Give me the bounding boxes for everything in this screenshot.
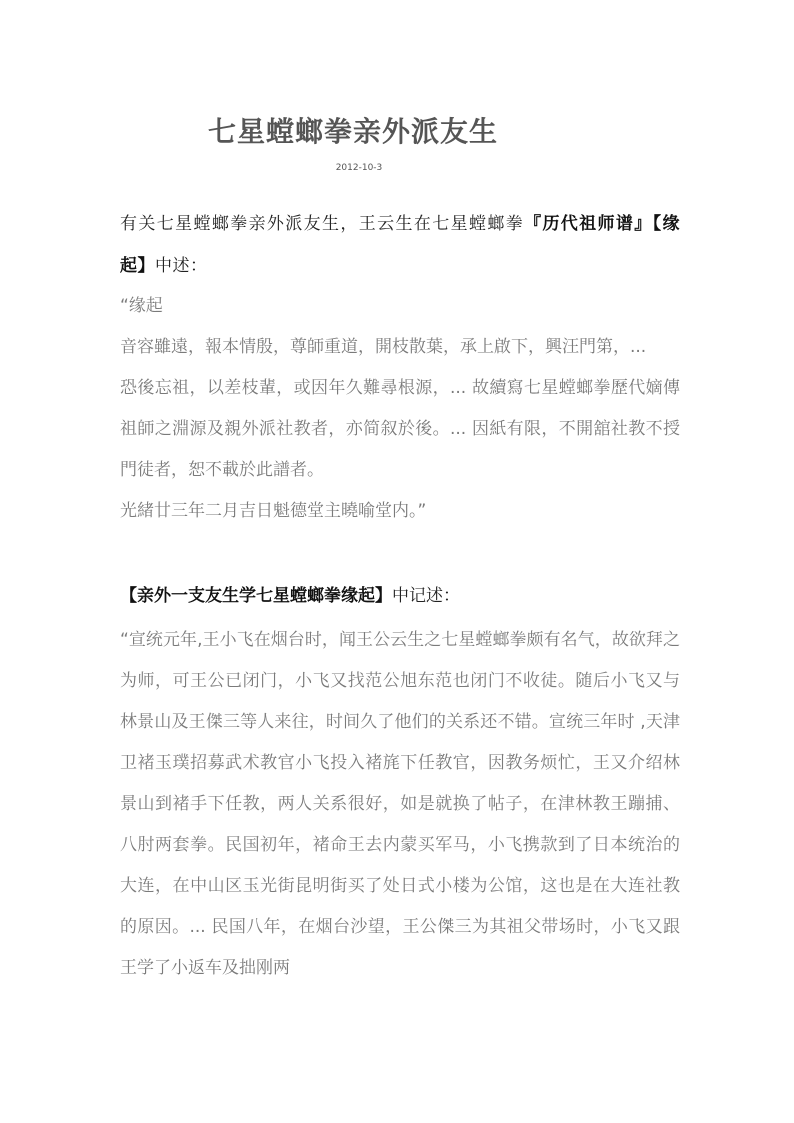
- section-heading-suffix: 中记述：: [392, 586, 460, 606]
- section-heading: [120, 578, 680, 614]
- quote-line: 恐後忘祖，以差枝輩，或因年久難尋根源，... 故續寫七星螳螂拳歷代嫡傳祖師之淵源及親外派社教者，亦简叙於後。... 因紙有限，不開舘社教不授門徒者，恕不載於此譜者。: [120, 378, 680, 480]
- intro-paragraph: [120, 203, 680, 287]
- publish-date: 2012-10-3: [335, 163, 383, 173]
- history-quote: “宣统元年,王小飞在烟台时，闻王公云生之七星螳螂拳颇有名气，故欲拜之为师，可王公已闭门，小飞又找范公旭东范也闭门不收徒。随后小飞又与林景山及王傑三等人来往，时间久了他们的关系还不错。宣统三年时 ,天津卫褚玉璞招募武术教官小飞投入褚旄下任教官，因教务烦忙，王又介绍林景山到褚手下任教，两人关系很好，如是就换了帖子，在津林教王蹦捕、八肘两套拳。民国初年，褚命王去内蒙买军马，小飞携款到了日本统治的大连，在中山区玉光街昆明街买了处日式小楼为公馆，这也是在大连社教的原因。... 民国八年，在烟台沙望，王公傑三为其祖父带场时，小飞又跟王学了小返车及拙刚两: [120, 630, 680, 978]
- quote-line: 音容雖遠，報本情殷，尊師重道，開枝散葉，承上啟下，興汪門第，...: [120, 337, 647, 357]
- quote-line: “缘起: [120, 296, 163, 316]
- document-title: 七星螳螂拳亲外派友生: [207, 115, 498, 148]
- section-heading-bold: 【亲外一支友生学七星螳螂拳缘起】: [120, 586, 392, 606]
- intro-bold-origin: 【缘起】: [120, 214, 681, 276]
- intro-suffix: 中述：: [155, 256, 208, 276]
- origin-quote: [120, 286, 680, 532]
- intro-prefix: 有关七星螳螂拳亲外派友生，王云生在七星螳螂拳: [120, 214, 525, 234]
- intro-bold-genealogy: 『历代祖师谱』: [524, 214, 653, 234]
- quote-line: 光緒廿三年二月吉日魁德堂主曉喻堂内。”: [120, 501, 427, 521]
